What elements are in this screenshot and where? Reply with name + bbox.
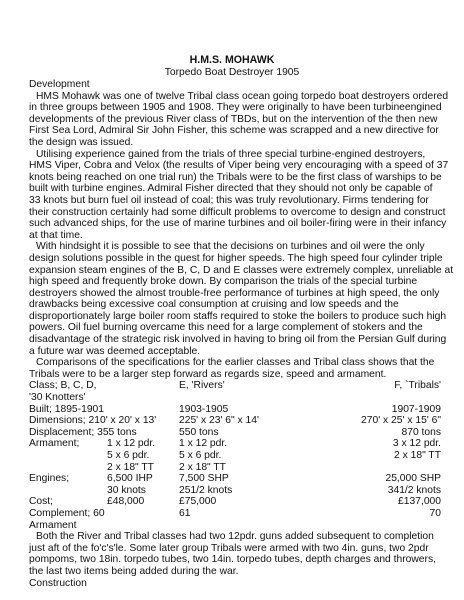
table-row [29,380,441,392]
text-line: built with turbine engines. Admiral Fisher directed that they should not only be capable of [29,183,433,195]
table-cell: Class; B, C, D, [29,380,97,392]
table-cell: 1907-1909 [391,403,441,415]
table-cell: 3 x 12 pdr. [392,438,441,450]
table-cell: 61 [179,507,191,519]
text-line: 33 knots but burn fuel oil instead of coal; this was truly revolutionary. Firms tendering for [29,194,429,206]
table-cell [107,404,179,416]
table-row [29,450,441,462]
table-cell: E, 'Rivers' [179,380,225,392]
text-line: pompoms, two 18in. torpedo tubes, two 14in. torpedo tubes, depth charges and throwers, [29,554,436,566]
text-line: HMS Viper, Cobra and Velox (the results of Viper being very encouraging with a speed of 37 [29,160,449,172]
paragraph-4 [29,357,443,380]
section-heading-armament: Armament [29,519,77,531]
table-cell: 25,000 SHP [385,473,441,485]
document-body [29,79,454,589]
table-cell: 550 tons [179,426,219,438]
table-cell: 5 x 6 pdr. [107,450,150,461]
table-row [29,462,441,474]
table-cell: Complement; 60 [29,507,105,519]
table-cell: Engines; [29,473,70,485]
table-cell [107,508,179,520]
text-line: knots being reached on one trial run) the Tribals were to be the first class of warships to be [29,171,442,183]
specifications-table [29,380,441,392]
table-cell: F, `Tribals' [394,380,441,392]
text-line: developments of the previous River class of TBDs, but on the intervention of the then new [29,113,438,125]
table-cell [314,462,441,474]
text-line: First Sea Lord, Admiral Sir John Fisher, this scheme was scrapped and a new directive for [29,125,439,137]
text-line: HMS Mohawk was one of twelve Tribal class ocean going torpedo boat destroyers ordered [36,90,449,102]
text-line: the last two items being added during the war. [29,565,239,577]
table-cell: 1 x 12 pdr. [107,438,156,450]
table-cell: 251/2 knots [179,484,233,496]
text-line: Both the River and Tribal classes had two 12pdr. guns added subsequent to completion [36,531,434,543]
text-line: at that time. [29,229,83,241]
table-cell: 1903-1905 [179,403,229,415]
text-line: '30 Knotters' [29,392,86,404]
document-subtitle: Torpedo Boat Destroyer 1905 [164,67,300,78]
text-line: a future war was deemed acceptable. [29,345,201,357]
section-heading-construction: Construction [29,577,87,589]
table-row [29,508,441,520]
text-line: the design was issued. [29,136,134,148]
table-cell: 2 x 18" TT [394,450,441,461]
table-cell: £137,000 [398,496,441,508]
paragraph-1 [29,90,449,149]
paragraph-5 [29,531,443,577]
text-line: Tribals were to be a larger step forward as regards size, speed and armament. [29,368,387,380]
document-title: H.M.S. MOHAWK [189,54,275,66]
table-row [29,427,441,439]
table-cell: 5 x 6 pdr. [179,450,222,461]
table-cell: 7,500 SHP [179,473,229,485]
specifications-table [29,404,441,520]
text-line: design solutions possible in the quest for higher speeds. The high speed four cylinder triple [29,252,443,264]
text-line: in three groups between 1905 and 1908. They were originally to have been turbineengined [29,102,442,114]
table-cell: Armament; [29,438,80,450]
text-line: their construction certainly had some difficult problems to overcome to design and construct [29,206,446,218]
text-line: disadvantage of the strategic risk involved in having to bring oil from the Persian Gulf during [29,334,447,346]
text-line: such advanced ships, for the use of marine turbines and oil boiler-firing were in their infancy [29,218,447,230]
section-heading-development: Development [29,79,90,90]
table-row [29,485,441,497]
table-row [29,473,441,485]
text-line: expansion steam engines of the B, C, D and E classes were extremely complex, unreliable at [29,264,454,276]
table-cell: 225' x 23' 6" x 14' [179,415,259,427]
table-cell: 1 x 12 pdr. [179,438,228,450]
table-cell: Cost; [29,496,54,508]
table-cell: 2 x 18" TT [107,461,154,473]
text-line: powers. Oil fuel burning overcame this need for a large complement of stokers and the [29,322,423,334]
table-cell: 2 x 18" TT [179,461,226,473]
table-cell: 6,500 IHP [107,473,153,485]
text-line: Comparisons of the specifications for the earlier classes and Tribal class shows that the [36,357,435,369]
text-line: high speed and frequently broke down. By comparison the trials of the special turbine [29,276,418,288]
table-cell: Dimensions; 210' x 20' x 13' [29,415,157,427]
table-cell: Built; 1895-1901 [29,403,104,415]
table-row [29,496,441,508]
text-line: disproportionately large boiler room staffs required to stoke the boilers to produce such high [29,310,447,322]
table-row [29,404,441,416]
table-cell: 70 [429,507,441,519]
text-line: just aft of the fo'c's'le. Some later group Tribals were armed with two 4in. guns, two 2pdr [29,542,429,554]
paragraph-2 [29,148,449,242]
table-cell: 30 knots [107,484,146,496]
table-cell: £48,000 [107,496,145,508]
text-line: destroyers showed the almost trouble-free performance of turbines at high speed, the only [29,287,440,299]
table-cell: £75,000 [179,496,217,508]
table-row [29,438,441,450]
table-row [29,415,441,427]
table-cell [29,485,107,497]
table-cell [29,450,107,462]
text-line: Utilising experience gained from the trials of three special turbine-engined destroyers, [36,148,426,160]
text-line: With hindsight it is possible to see that the decisions on turbines and oil were the only [36,241,425,253]
table-cell: Displacement; 355 tons [29,426,137,438]
table-cell: 870 tons [401,426,441,438]
table-cell: 341/2 knots [387,484,441,496]
table-cell [29,462,107,474]
paragraph-3 [29,241,454,357]
table-cell: 270' x 25' x 15' 6" [361,415,441,427]
text-line: drawbacks being excessive coal consumption at cruising and low speeds and the [29,299,399,311]
